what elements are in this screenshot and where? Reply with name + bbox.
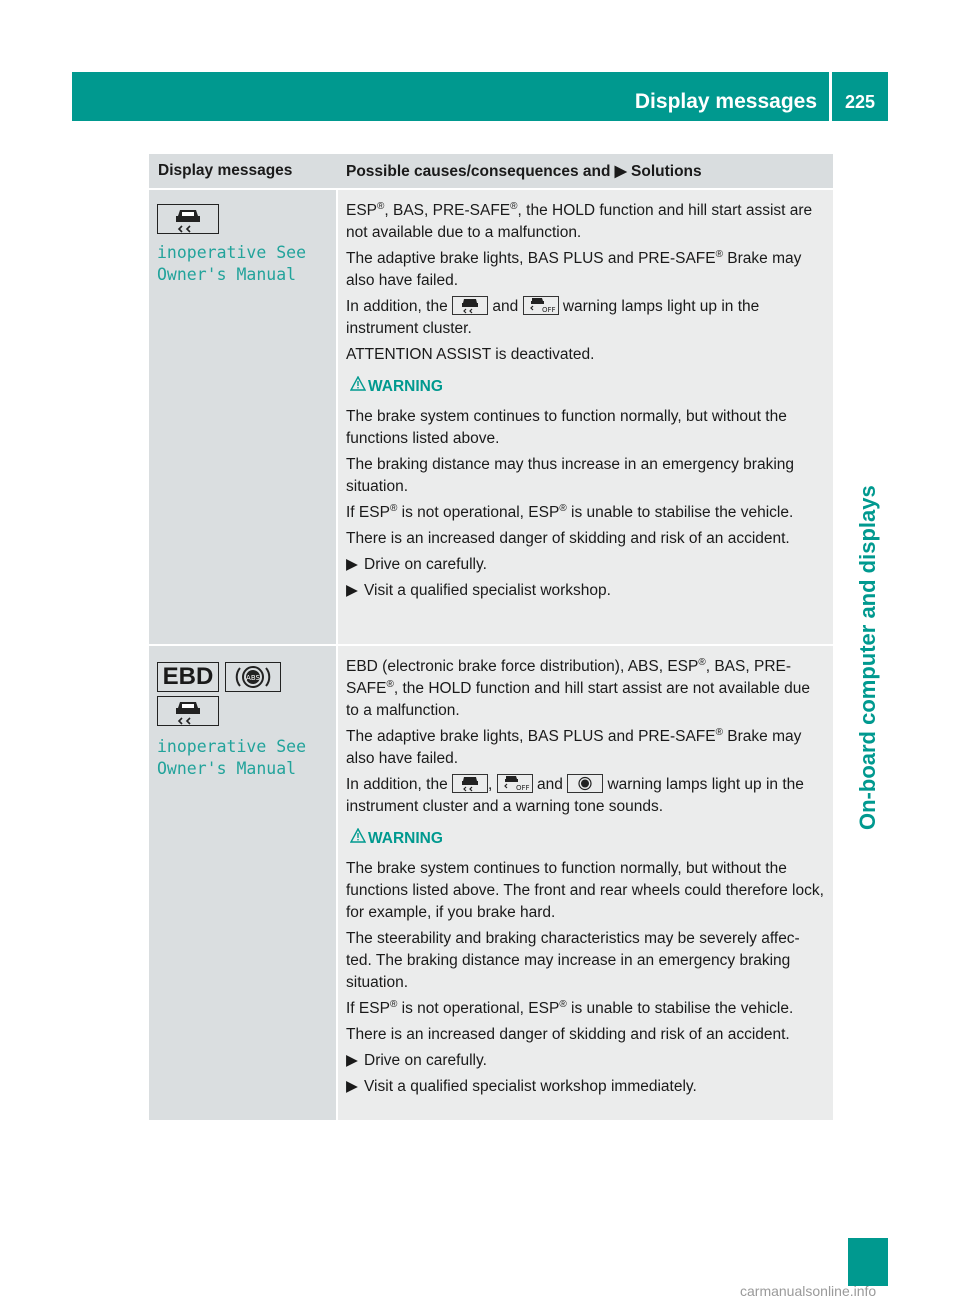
table-row xyxy=(149,189,833,645)
page-title: Display messages xyxy=(634,90,817,113)
esp-off-icon xyxy=(523,296,559,315)
table-row xyxy=(149,645,833,1120)
paragraph: If ESP® is not operational, ESP® is unable to stabilise the vehicle. xyxy=(346,502,794,521)
abs-icon xyxy=(567,774,603,793)
esp-skid-icon xyxy=(452,296,488,315)
paragraph: ATTENTION ASSIST is deactivated. xyxy=(346,346,595,363)
list-item: ▶ Visit a qualified specialist workshop immediately. xyxy=(346,1076,827,1098)
causes-cell xyxy=(337,645,833,1120)
paragraph: The adaptive brake lights, BAS PLUS and PRE-SAFE® Brake may also have failed. xyxy=(346,248,802,289)
chapter-side-tab: On-board computer and displays xyxy=(855,485,880,830)
warning-heading: WARNING xyxy=(346,828,827,850)
display-text-line: Owner's Manual xyxy=(157,265,297,284)
paragraph: EBD (electronic brake force distribution), ABS, ESP®, BAS, PRE-SAFE®, the HOLD function and hill start assist are not available due to a malfunction. xyxy=(346,656,811,719)
header-bar xyxy=(72,72,888,121)
warning-triangle-icon xyxy=(350,376,366,398)
paragraph: The braking distance may thus increase in an emergency braking situation. xyxy=(346,456,795,495)
display-text-line: Owner's Manual xyxy=(157,759,297,778)
column-header-causes: Possible causes/consequences and ▶ Solutions xyxy=(337,154,833,189)
list-item: ▶ Visit a qualified specialist workshop. xyxy=(346,580,827,602)
paragraph: In addition, the and OFF warning lamps light up in the instrument cluster. xyxy=(346,298,760,337)
svg-text:ABS: ABS xyxy=(246,674,260,682)
list-item: ▶ Drive on carefully. xyxy=(346,554,827,576)
display-text-line: inoperative See xyxy=(157,737,307,756)
arrow-bullet-icon: ▶ xyxy=(346,582,358,599)
watermark: carmanualsonline.info xyxy=(740,1283,877,1299)
column-header-display-messages: Display messages xyxy=(149,154,337,189)
paragraph: There is an increased danger of skidding and risk of an accident. xyxy=(346,1026,790,1043)
display-text-line: inoperative See xyxy=(157,243,307,262)
svg-text:OFF: OFF xyxy=(541,306,556,314)
warning-triangle-icon xyxy=(350,828,366,850)
abs-icon xyxy=(225,662,281,692)
esp-skid-icon xyxy=(157,696,219,726)
paragraph: The steerability and braking characteristics may be severely affec- ted. The braking distance may increase in an emergency braking situation. xyxy=(346,930,800,991)
arrow-bullet-icon: ▶ xyxy=(614,162,627,180)
arrow-bullet-icon: ▶ xyxy=(346,556,358,573)
paragraph: The adaptive brake lights, BAS PLUS and PRE-SAFE® Brake may also have failed. xyxy=(346,726,802,767)
display-messages-table xyxy=(149,154,833,1120)
chapter-marker xyxy=(848,1238,888,1286)
page-number: 225 xyxy=(844,92,876,112)
display-message-cell xyxy=(149,645,337,1120)
paragraph: The brake system continues to function normally, but without the functions listed above. The front and rear wheels could therefore lock, for example, if you brake hard. xyxy=(346,860,824,921)
svg-text:OFF: OFF xyxy=(515,784,530,792)
paragraph: There is an increased danger of skidding and risk of an accident. xyxy=(346,530,790,547)
esp-off-icon xyxy=(497,774,533,793)
list-item: ▶ Drive on carefully. xyxy=(346,1050,827,1072)
paragraph: In addition, the , OFF and warning lamps light up in the instrument cluster and a warning tone sounds. xyxy=(346,776,804,815)
causes-cell xyxy=(337,189,833,645)
esp-skid-icon xyxy=(157,204,219,234)
arrow-bullet-icon: ▶ xyxy=(346,1052,358,1069)
paragraph: ESP®, BAS, PRE-SAFE®, the HOLD function and hill start assist are not available due to a malfunction. xyxy=(346,200,813,241)
paragraph: If ESP® is not operational, ESP® is unable to stabilise the vehicle. xyxy=(346,998,794,1017)
ebd-icon: EBD xyxy=(157,662,219,692)
paragraph: The brake system continues to function normally, but without the functions listed above. xyxy=(346,408,787,447)
esp-skid-icon xyxy=(452,774,488,793)
display-message-cell xyxy=(149,189,337,645)
warning-heading: WARNING xyxy=(346,376,827,398)
arrow-bullet-icon: ▶ xyxy=(346,1078,358,1095)
